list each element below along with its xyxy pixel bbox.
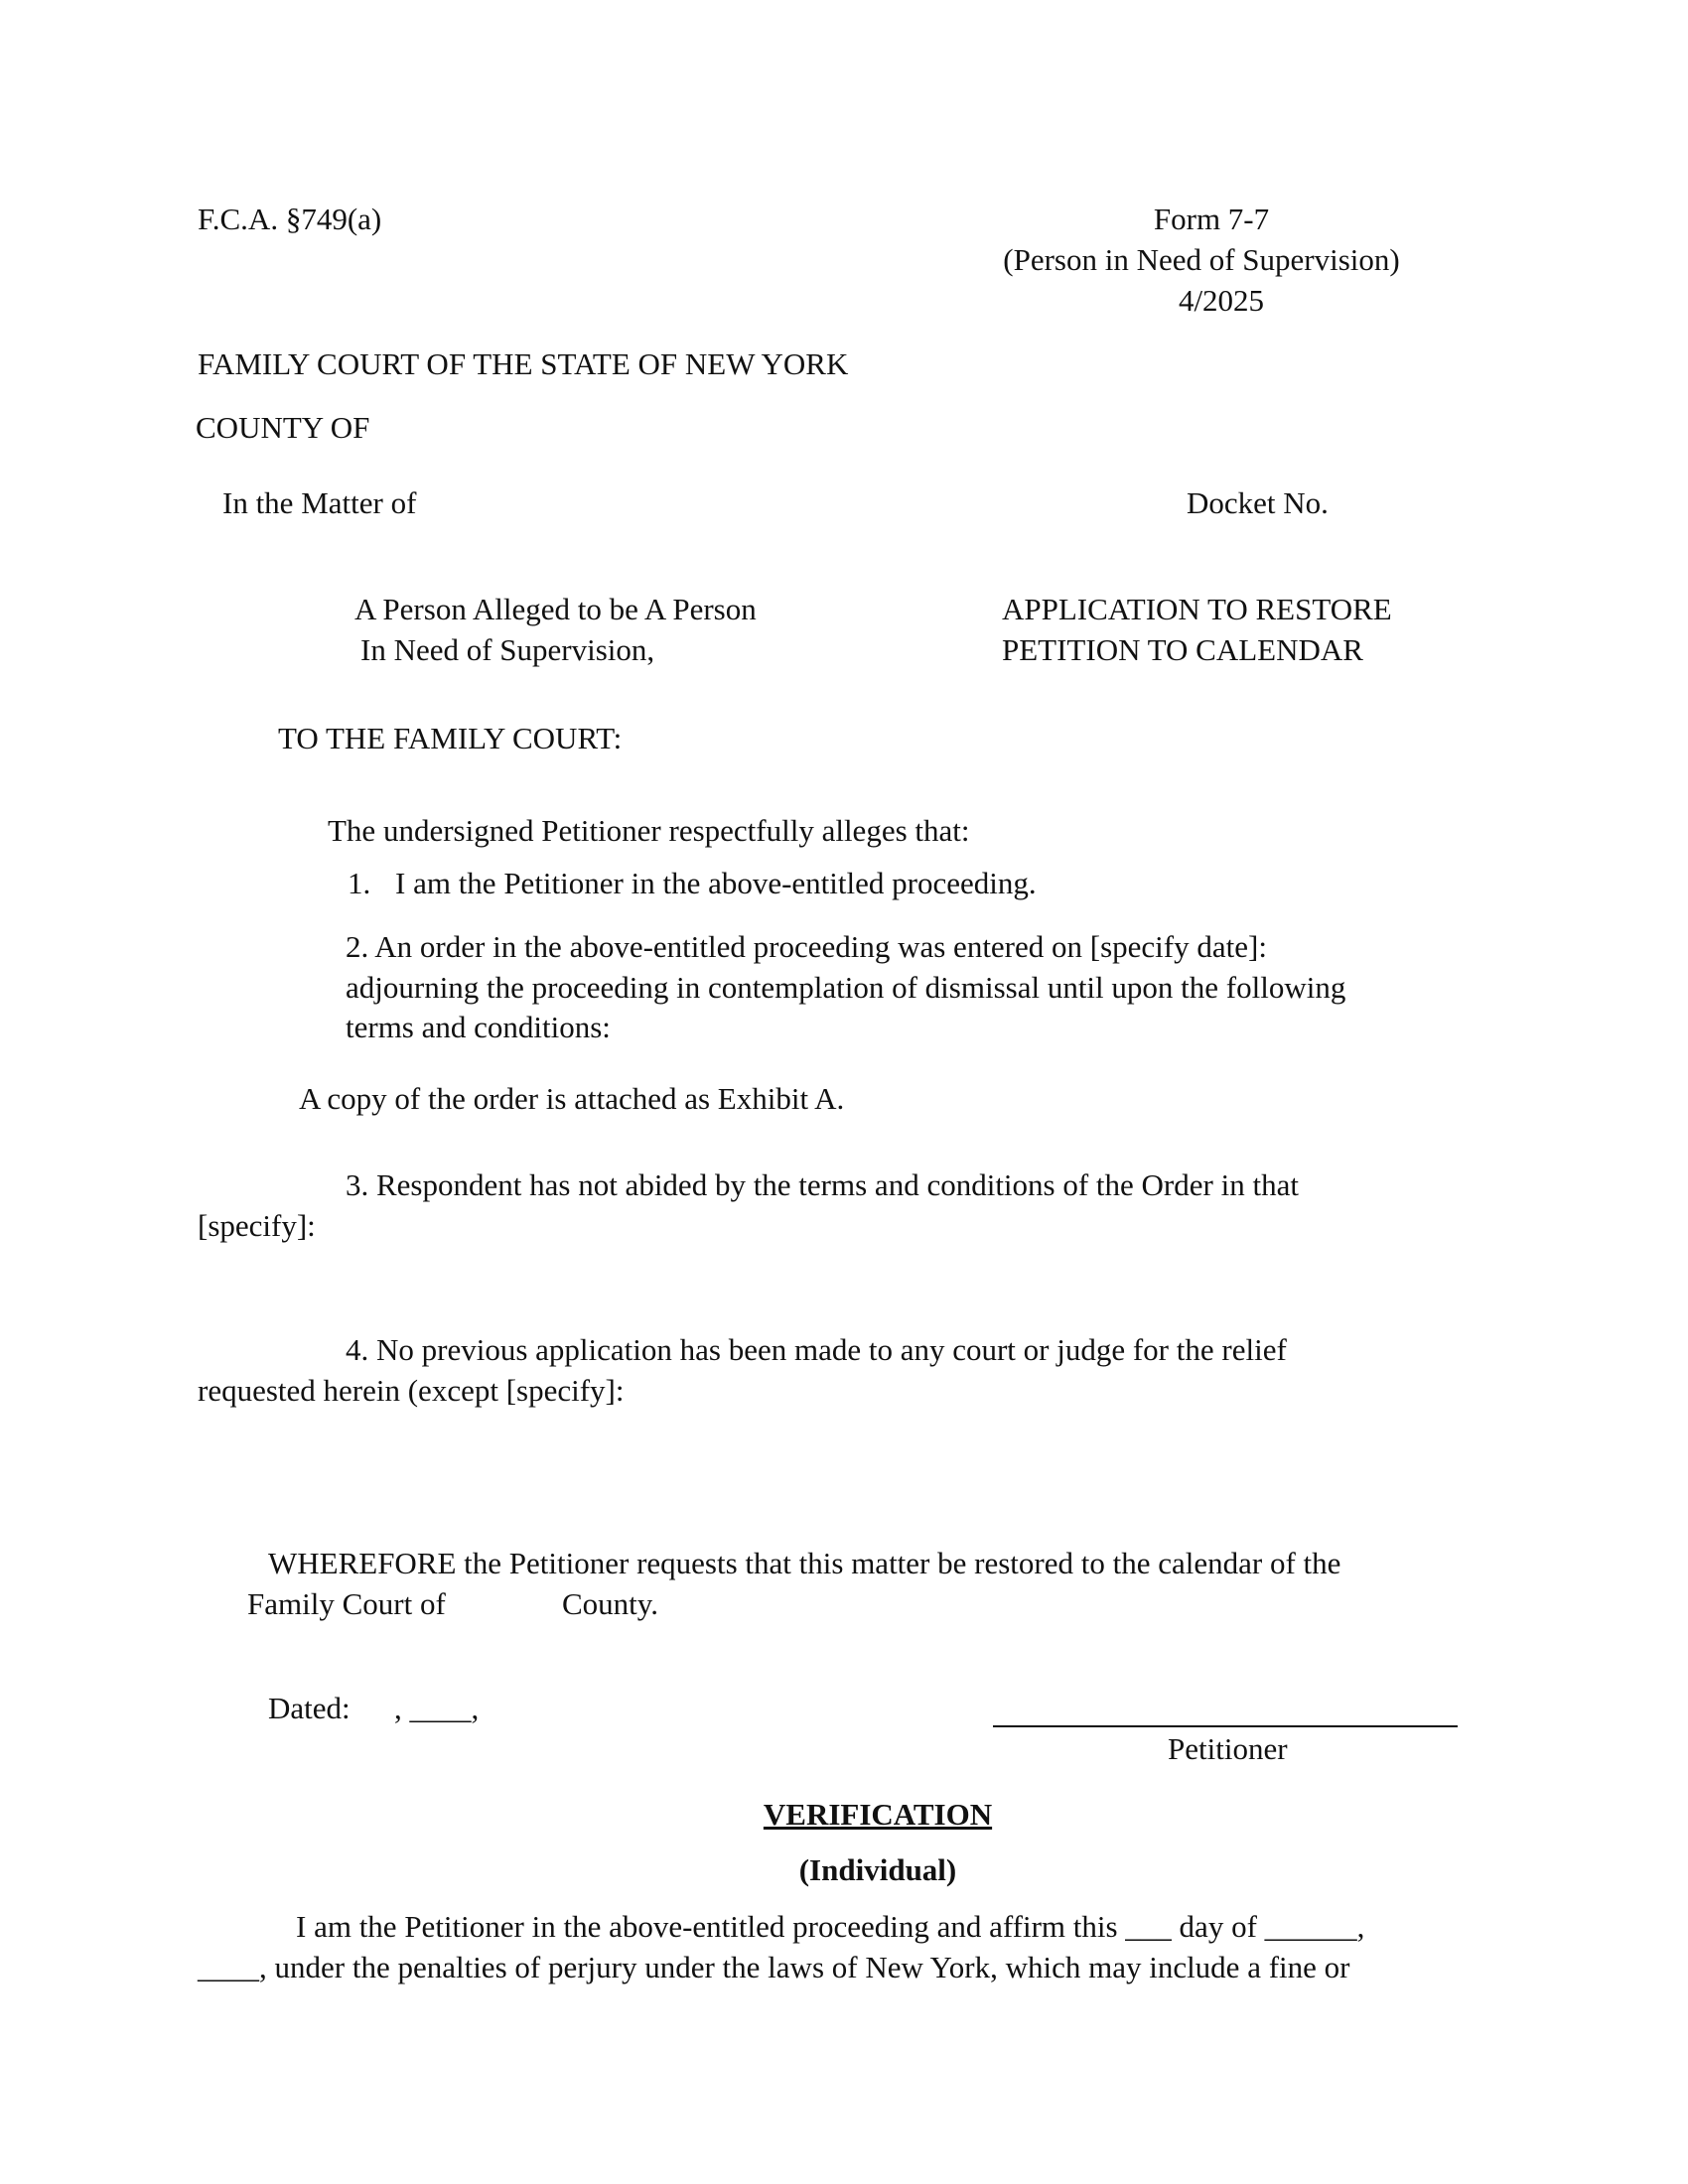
allegations-intro: The undersigned Petitioner respectfully alleges that: [328, 813, 970, 848]
docket-number-label: Docket No. [1187, 485, 1329, 520]
item1-number: 1. [348, 866, 371, 900]
dated-label: Dated: [268, 1691, 351, 1725]
dated-blank: , ____, [394, 1691, 480, 1725]
document-title-line2: PETITION TO CALENDAR [1002, 632, 1363, 667]
item3-line1: 3. Respondent has not abided by the terms and conditions of the Order in that [346, 1167, 1299, 1202]
exhibit-note: A copy of the order is attached as Exhibit A. [299, 1081, 845, 1116]
item2-line3: terms and conditions: [346, 1010, 611, 1044]
respondent-description-line1: A Person Alleged to be A Person [354, 592, 757, 626]
document-title-line1: APPLICATION TO RESTORE [1002, 592, 1392, 626]
item4-line1: 4. No previous application has been made to any court or judge for the relief [346, 1332, 1287, 1367]
respondent-description-line2: In Need of Supervision, [360, 632, 655, 667]
petitioner-label: Petitioner [1168, 1731, 1288, 1766]
wherefore-county-label: Family Court of [247, 1586, 446, 1621]
item3-line2: [specify]: [198, 1208, 316, 1243]
form-number: Form 7-7 [1153, 202, 1270, 236]
wherefore-line1: WHEREFORE the Petitioner requests that this matter be restored to the calendar of the [268, 1546, 1341, 1580]
verification-line1: I am the Petitioner in the above-entitled proceeding and affirm this ___ day of ______, [296, 1909, 1365, 1944]
item1-text: I am the Petitioner in the above-entitled proceeding. [395, 866, 1037, 900]
court-name: FAMILY COURT OF THE STATE OF NEW YORK [198, 346, 849, 381]
item2-line2: adjourning the proceeding in contemplation of dismissal until upon the following [346, 970, 1346, 1005]
verification-title: VERIFICATION [763, 1797, 993, 1832]
salutation: TO THE FAMILY COURT: [278, 721, 623, 755]
verification-subtitle: (Individual) [798, 1852, 957, 1887]
item4-line2: requested herein (except [specify]: [198, 1373, 625, 1408]
county-label: COUNTY OF [196, 410, 370, 445]
form-date: 4/2025 [1178, 283, 1265, 318]
matter-of-label: In the Matter of [222, 485, 417, 520]
form-type: (Person in Need of Supervision) [1003, 242, 1400, 277]
verification-line2: ____, under the penalties of perjury under the laws of New York, which may include a fine or [198, 1950, 1350, 1984]
signature-line [993, 1725, 1458, 1727]
item2-line1: 2. An order in the above-entitled proceeding was entered on [specify date]: [346, 929, 1267, 964]
wherefore-county-suffix: County. [562, 1586, 659, 1621]
statute-reference: F.C.A. §749(a) [198, 202, 382, 236]
